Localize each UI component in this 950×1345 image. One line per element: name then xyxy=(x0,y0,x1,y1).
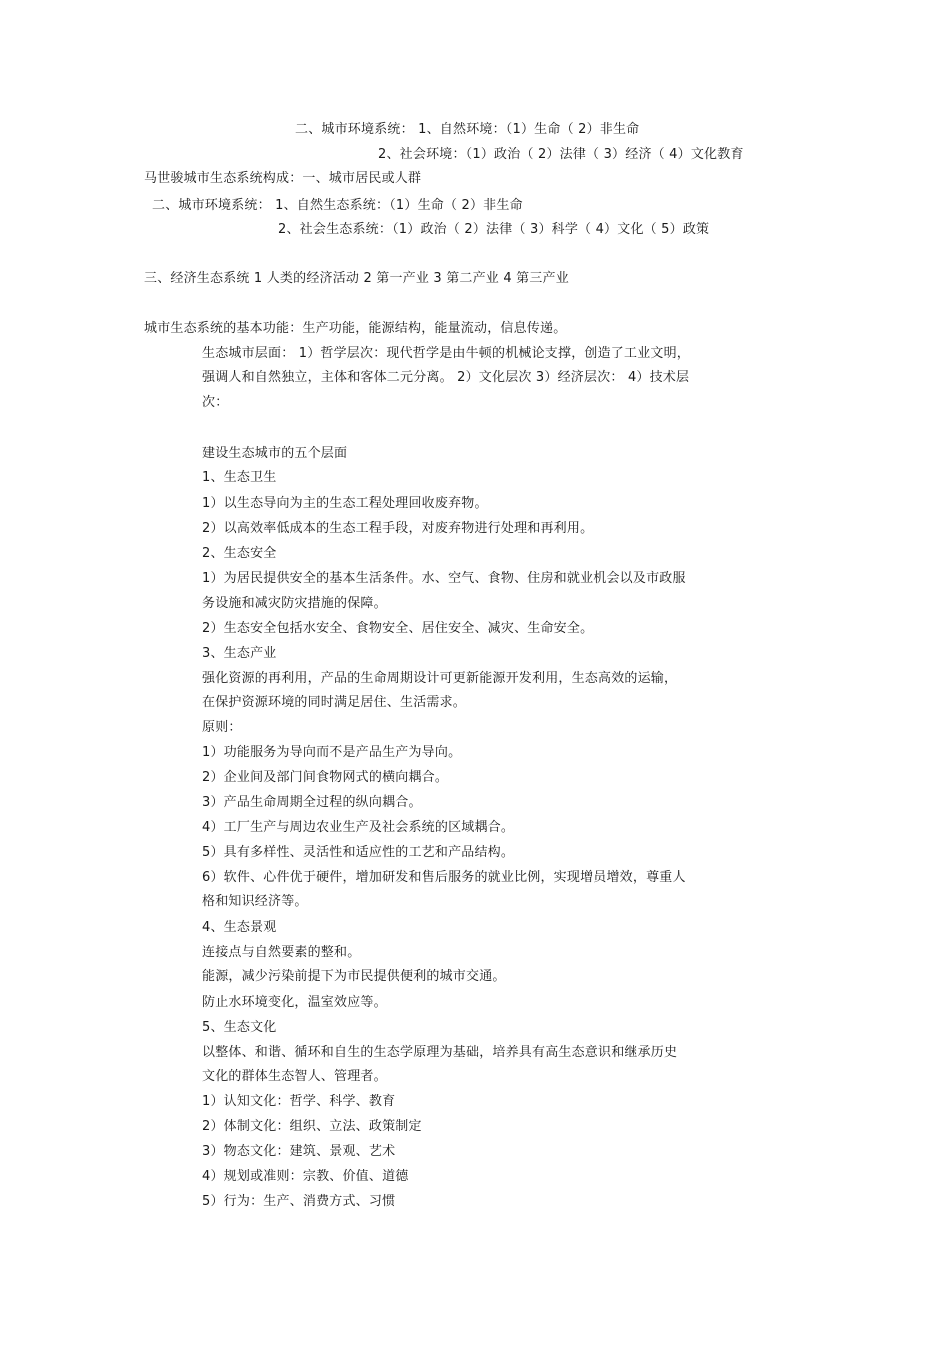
basic-functions-line: 城市生态系统的基本功能：生产功能，能源结构，能量流动，信息传递。 xyxy=(144,321,567,336)
ma-shijun-composition-line: 马世骏城市生态系统构成：一、城市居民或人群 xyxy=(144,171,422,186)
list-item-continued: 务设施和减灾防灾措施的保障。 xyxy=(202,596,387,611)
list-item: 4）规划或准则：宗教、价值、道德 xyxy=(202,1169,409,1184)
social-eco-system-line: 2、社会生态系统：（1）政治（ 2）法律（ 3）科学（ 4）文化（ 5）政策 xyxy=(278,222,710,237)
heading-eco-industry: 3、生态产业 xyxy=(202,646,277,661)
social-env-line: 2、社会环境：（1）政治（ 2）法律（ 3）经济（ 4）文化教育 xyxy=(378,147,744,162)
eco-city-levels-line-2: 强调人和自然独立，主体和客体二元分离。 2）文化层次 3）经济层次： 4）技术层 xyxy=(202,370,690,385)
list-item: 2）体制文化：组织、立法、政策制定 xyxy=(202,1119,422,1134)
list-item: 2）生态安全包括水安全、食物安全、居住安全、减灾、生命安全。 xyxy=(202,621,594,636)
paragraph-line: 在保护资源环境的同时满足居住、生活需求。 xyxy=(202,695,467,710)
list-item: 4）工厂生产与周边农业生产及社会系统的区域耦合。 xyxy=(202,820,515,835)
eco-city-levels-line: 生态城市层面： 1）哲学层次：现代哲学是由牛顿的机械论支撑，创造了工业文明， xyxy=(202,346,691,361)
eco-city-levels-line-3: 次： xyxy=(202,395,229,410)
list-item: 1）以生态导向为主的生态工程处理回收废弃物。 xyxy=(202,496,488,511)
paragraph-line: 强化资源的再利用，产品的生命周期设计可更新能源开发利用，生态高效的运输， xyxy=(202,671,678,686)
list-item: 5）具有多样性、灵活性和适应性的工艺和产品结构。 xyxy=(202,845,515,860)
paragraph-line: 连接点与自然要素的整和。 xyxy=(202,945,361,960)
list-item: 3）产品生命周期全过程的纵向耦合。 xyxy=(202,795,422,810)
paragraph-line: 防止水环境变化，温室效应等。 xyxy=(202,995,387,1010)
list-item: 1）认知文化：哲学、科学、教育 xyxy=(202,1094,396,1109)
economic-eco-system-line: 三、经济生态系统 1 人类的经济活动 2 第一产业 3 第二产业 4 第三产业 xyxy=(144,271,569,286)
heading-eco-safety: 2、生态安全 xyxy=(202,546,277,561)
principles-label: 原则： xyxy=(202,720,242,735)
section-title: 建设生态城市的五个层面 xyxy=(202,446,348,461)
paragraph-line: 文化的群体生态智人、管理者。 xyxy=(202,1069,387,1084)
heading-eco-landscape: 4、生态景观 xyxy=(202,920,277,935)
urban-env-system-line: 二、城市环境系统： 1、自然环境：（1）生命（ 2）非生命 xyxy=(295,122,640,137)
paragraph-line: 能源，减少污染前提下为市民提供便利的城市交通。 xyxy=(202,969,506,984)
urban-env-system-line-2: 二、城市环境系统： 1、自然生态系统：（1）生命（ 2）非生命 xyxy=(152,198,523,213)
list-item-continued: 格和知识经济等。 xyxy=(202,894,308,909)
list-item: 2）企业间及部门间食物网式的横向耦合。 xyxy=(202,770,449,785)
heading-eco-hygiene: 1、生态卫生 xyxy=(202,470,277,485)
list-item: 2）以高效率低成本的生态工程手段，对废弃物进行处理和再利用。 xyxy=(202,521,594,536)
list-item: 5）行为：生产、消费方式、习惯 xyxy=(202,1194,396,1209)
paragraph-line: 以整体、和谐、循环和自生的生态学原理为基础，培养具有高生态意识和继承历史 xyxy=(202,1045,678,1060)
list-item: 6）软件、心件优于硬件，增加研发和售后服务的就业比例，实现增员增效，尊重人 xyxy=(202,870,686,885)
list-item: 3）物态文化：建筑、景观、艺术 xyxy=(202,1144,396,1159)
list-item: 1）功能服务为导向而不是产品生产为导向。 xyxy=(202,745,462,760)
list-item: 1）为居民提供安全的基本生活条件。水、空气、食物、住房和就业机会以及市政服 xyxy=(202,571,686,586)
heading-eco-culture: 5、生态文化 xyxy=(202,1020,277,1035)
